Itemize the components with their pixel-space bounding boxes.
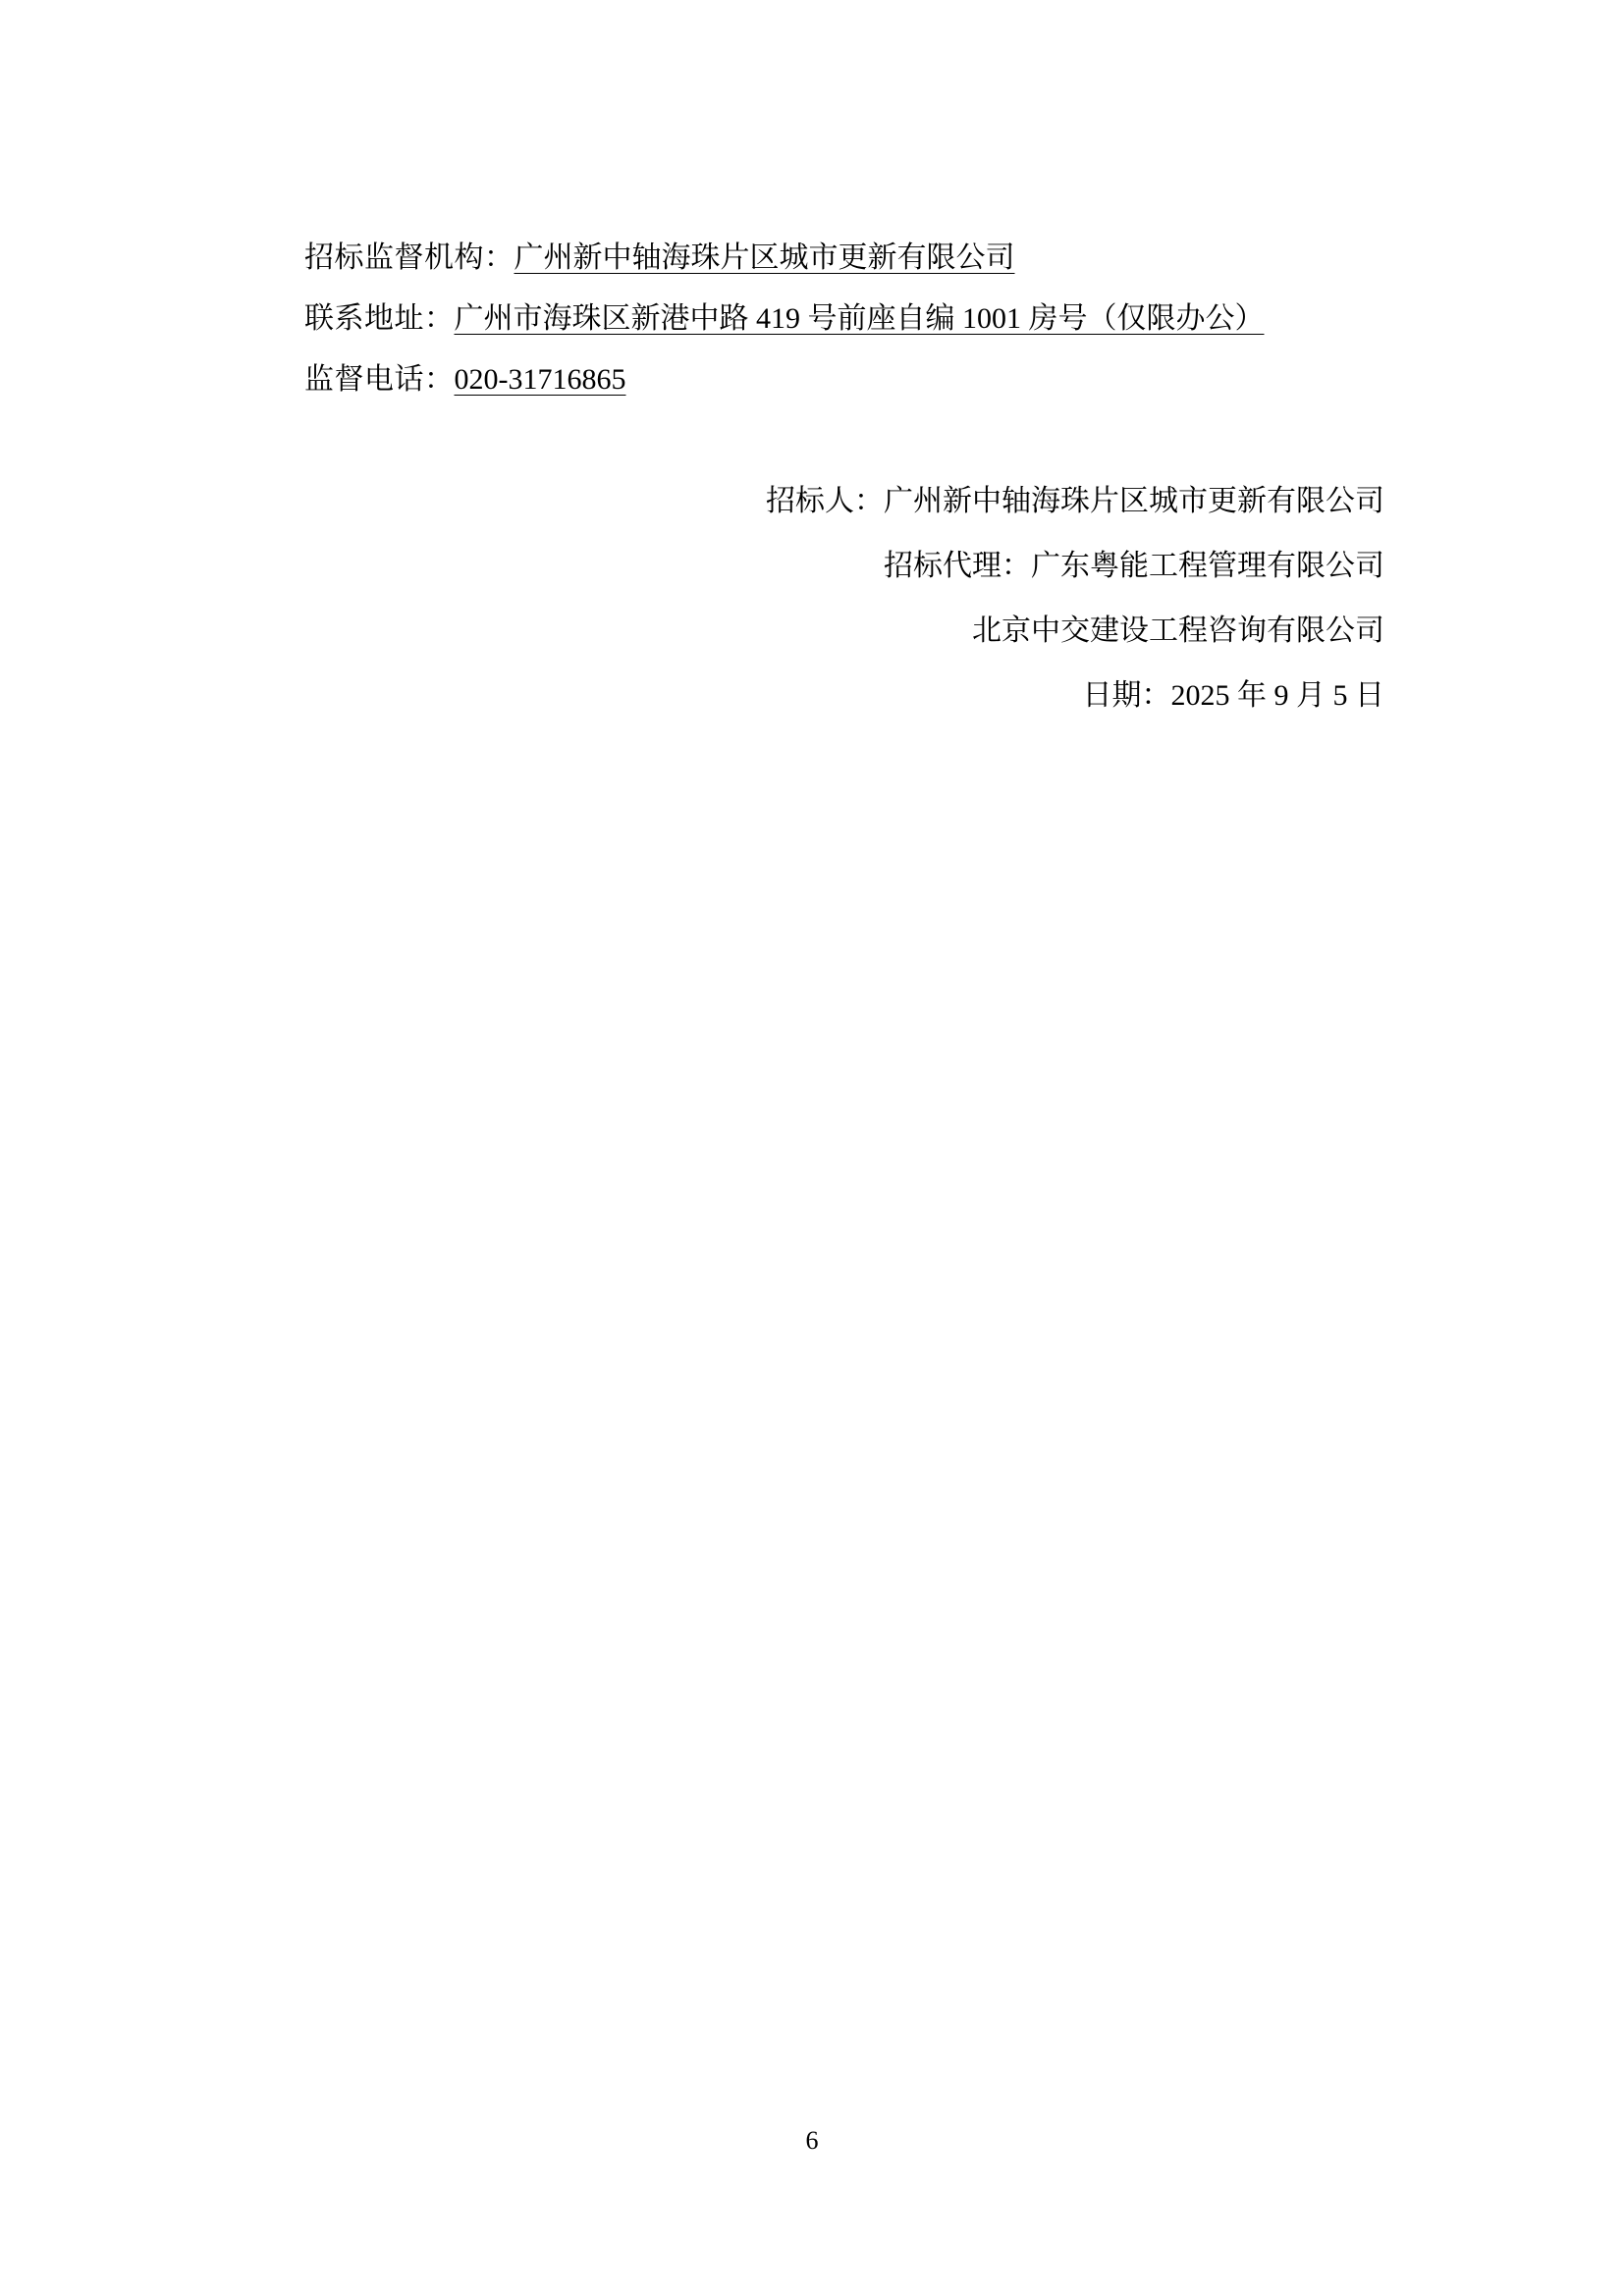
agent-value: 广东粤能工程管理有限公司 [1031, 550, 1384, 582]
date-label: 日期： [1082, 679, 1171, 712]
agent-line [304, 534, 1384, 599]
supervision-agency-line [304, 228, 1394, 289]
supervision-agency-label: 招标监督机构： [304, 241, 514, 274]
tenderer-value: 广州新中轴海珠片区城市更新有限公司 [884, 485, 1384, 517]
signature-block [304, 469, 1394, 728]
agent-label: 招标代理： [884, 550, 1031, 582]
supervision-address-label: 联系地址： [304, 302, 455, 335]
tenderer-line [304, 469, 1384, 534]
supervision-address-value: 广州市海珠区新港中路 419 号前座自编 1001 房号（仅限办公） [454, 302, 1265, 335]
page-number: 6 [805, 2126, 819, 2155]
supervision-block [304, 228, 1394, 410]
supervision-phone-line [304, 349, 1394, 410]
supervision-phone-value: 020-31716865 [454, 363, 626, 396]
date-value: 2025 年 9 月 5 日 [1170, 679, 1384, 712]
supervision-address-line [304, 289, 1394, 349]
supervision-phone-label: 监督电话： [304, 363, 455, 396]
agent-line-secondary [304, 599, 1384, 664]
page-content [304, 228, 1394, 728]
date-line [304, 664, 1384, 728]
supervision-agency-value: 广州新中轴海珠片区城市更新有限公司 [514, 241, 1015, 274]
agent-value-secondary: 北京中交建设工程咨询有限公司 [972, 614, 1384, 647]
tenderer-label: 招标人： [766, 485, 884, 517]
